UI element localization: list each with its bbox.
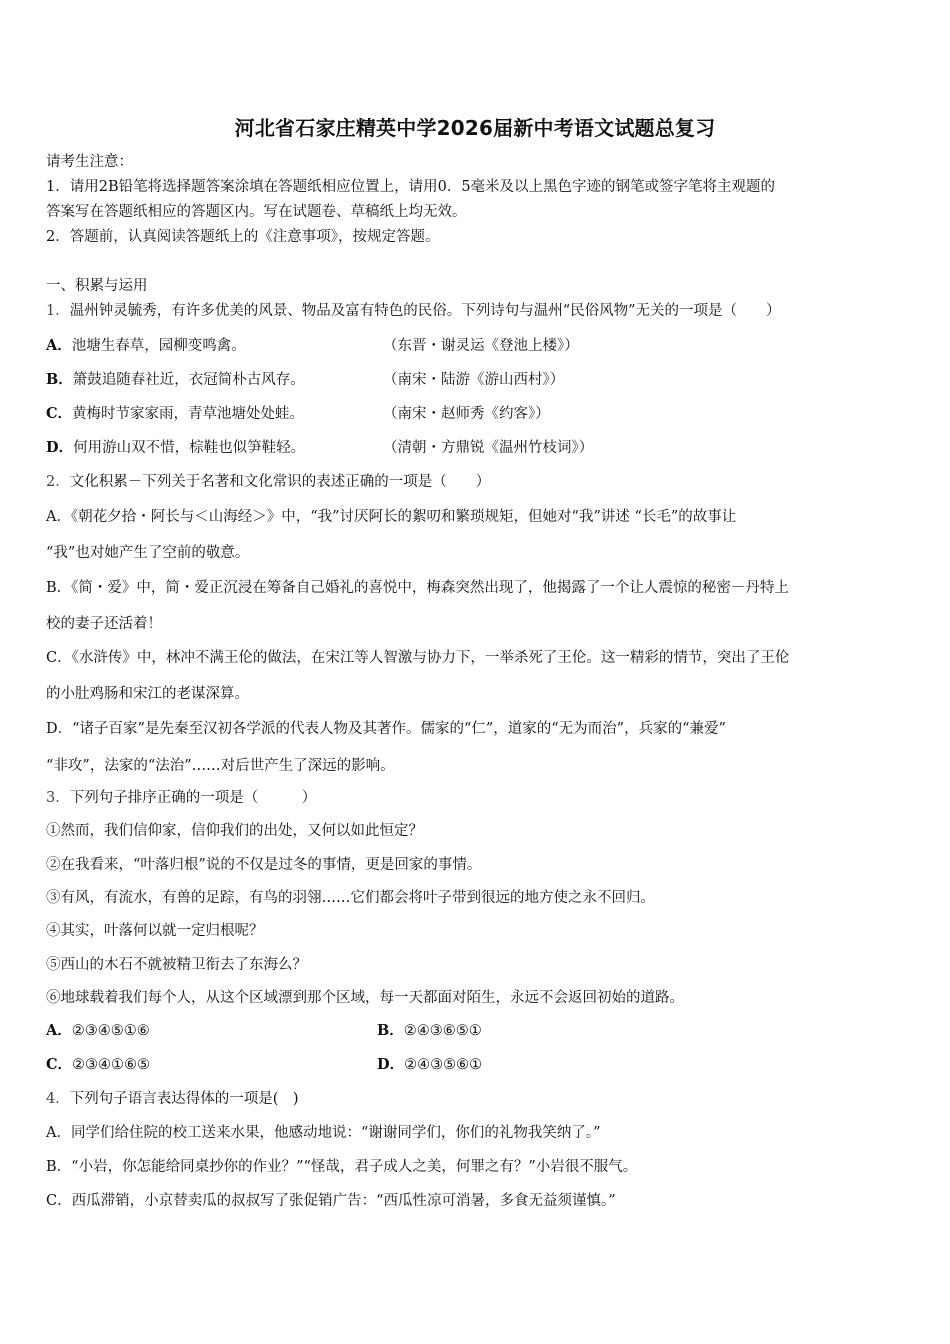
question-4	[46, 1089, 299, 1109]
q1-option-c	[46, 404, 304, 424]
q1-option-c-source: （南宋・赵师秀《约客》）	[383, 406, 550, 422]
q4-option-c: C．西瓜滞销，小京替卖瓜的叔叔写了张促销广告：“西瓜性凉可消暑，多食无益须谨慎。”	[46, 1193, 616, 1209]
q3-option-d	[377, 1055, 482, 1075]
question-2-number: 2．	[46, 474, 70, 490]
q2-option-b-line-1: B．《简・爱》中，简・爱正沉浸在筹备自己婚礼的喜悦中，梅森突然出现了，他揭露了一个让人震惊的秘密－丹特上	[46, 580, 789, 596]
question-2-stem: 文化积累－下列关于名著和文化常识的表述正确的一项是（ ）	[69, 474, 491, 490]
q4-option-a: A．同学们给住院的校工送来水果，他感动地说：“谢谢同学们，你们的礼物我笑纳了。”	[46, 1125, 601, 1141]
q3-option-b-text: ②④③⑥⑤①	[403, 1023, 482, 1039]
q3-sentence-4: ④其实，叶落何以就一定归根呢？	[46, 923, 264, 939]
question-3-number: 3．	[46, 790, 70, 806]
notice-item-1-line-2: 答案写在答题纸相应的答题区内。写在试题卷、草稿纸上均无效。	[46, 204, 467, 220]
q3-option-c-label: C．	[46, 1056, 73, 1073]
q4-option-b: B．“小岩，你怎能给同桌抄你的作业？”“怪哉，君子成人之美，何罪之有？”小岩很不服气。	[46, 1159, 638, 1175]
notice-item-1-line-1: 1．请用2B铅笔将选择题答案涂填在答题纸相应位置上，请用0．5毫米及以上黑色字迹的钢笔或签字笔将主观题的	[46, 179, 776, 195]
q1-option-a-label: A．	[46, 337, 72, 354]
q3-sentence-3: ③有风，有流水，有兽的足踪，有鸟的羽翎……它们都会将叶子带到很远的地方使之永不回归。	[46, 890, 655, 906]
question-4-number: 4．	[46, 1091, 70, 1107]
q2-option-c-line-1: C．《水浒传》中，林冲不满王伦的做法，在宋江等人智激与协力下，一举杀死了王伦。这一精彩的情节，突出了王伦	[46, 650, 790, 666]
q1-option-b-source: （南宋・陆游《游山西村》）	[383, 372, 565, 388]
q3-option-a-label: A．	[46, 1022, 72, 1039]
notice-heading: 请考生注意：	[46, 154, 133, 170]
q1-option-d-label: D．	[46, 439, 74, 456]
q1-option-a-source: （东晋・谢灵运《登池上楼》）	[383, 338, 579, 354]
q2-option-a-line-1: A．《朝花夕拾・阿长与＜山海经＞》中，“我”讨厌阿长的絮叨和繁琐规矩，但她对“我”讲述 “长毛”的故事让	[46, 509, 737, 525]
q1-option-a	[46, 336, 246, 356]
q3-option-d-label: D．	[377, 1056, 405, 1073]
question-3-stem: 下列句子排序正确的一项是（ ）	[69, 790, 317, 806]
q1-option-b-text: 箫鼓追随春社近，衣冠简朴古风存。	[72, 372, 305, 388]
q1-option-d	[46, 438, 305, 458]
q3-sentence-5: ⑤西山的木石不就被精卫衔去了东海么？	[46, 957, 307, 973]
q3-option-c-text: ②③④①⑥⑤	[72, 1057, 151, 1073]
q2-option-d-line-1: D．“诸子百家”是先秦至汉初各学派的代表人物及其著作。儒家的“仁”，道家的“无为而治”，兵家的“兼爱”	[46, 721, 726, 737]
question-1-number: 1．	[46, 303, 70, 319]
question-3	[46, 788, 316, 808]
q3-option-a-text: ②③④⑤①⑥	[71, 1023, 150, 1039]
q1-option-c-label: C．	[46, 405, 73, 422]
q2-option-d-line-2: “非攻”，法家的“法治”……对后世产生了深远的影响。	[46, 758, 395, 774]
page-title: 河北省石家庄精英中学2026届新中考语文试题总复习	[234, 116, 716, 140]
section-heading: 一、积累与运用	[46, 278, 148, 294]
q3-sentence-6: ⑥地球载着我们每个人，从这个区域漂到那个区域，每一天都面对陌生，永远不会返回初始的道路。	[46, 990, 684, 1006]
q2-option-c-line-2: 的小肚鸡肠和宋江的老谋深算。	[46, 686, 249, 702]
notice-item-2: 2．答题前，认真阅读答题纸上的《注意事项》，按规定答题。	[46, 229, 440, 245]
q3-option-a	[46, 1021, 150, 1041]
q1-option-b	[46, 370, 305, 390]
q1-option-a-text: 池塘生春草，园柳变鸣禽。	[71, 338, 246, 354]
q3-option-c	[46, 1055, 150, 1075]
q3-option-d-text: ②④③⑤⑥①	[404, 1057, 483, 1073]
q1-option-b-label: B．	[46, 371, 73, 388]
question-1-stem: 温州钟灵毓秀，有许多优美的风景、物品及富有特色的民俗。下列诗句与温州“民俗风物”无关的一项是（ ）	[69, 303, 781, 319]
question-4-stem: 下列句子语言表达得体的一项是( )	[69, 1091, 299, 1107]
question-2	[46, 472, 490, 492]
q3-option-b-label: B．	[377, 1022, 404, 1039]
q2-option-b-line-2: 校的妻子还活着！	[46, 616, 162, 632]
q1-option-d-text: 何用游山双不惜，棕鞋也似笋鞋轻。	[73, 440, 306, 456]
q1-option-d-source: （清朝・方鼎锐《温州竹枝词》）	[383, 440, 594, 456]
q3-sentence-2: ②在我看来，“叶落归根”说的不仅是过冬的事情，更是回家的事情。	[46, 857, 482, 873]
q1-option-c-text: 黄梅时节家家雨，青草池塘处处蛙。	[72, 406, 305, 422]
q2-option-a-line-2: “我”也对她产生了空前的敬意。	[46, 545, 250, 561]
q3-option-b	[377, 1021, 482, 1041]
q3-sentence-1: ①然而，我们信仰家，信仰我们的出处，又何以如此恒定？	[46, 823, 423, 839]
question-1	[46, 301, 781, 321]
